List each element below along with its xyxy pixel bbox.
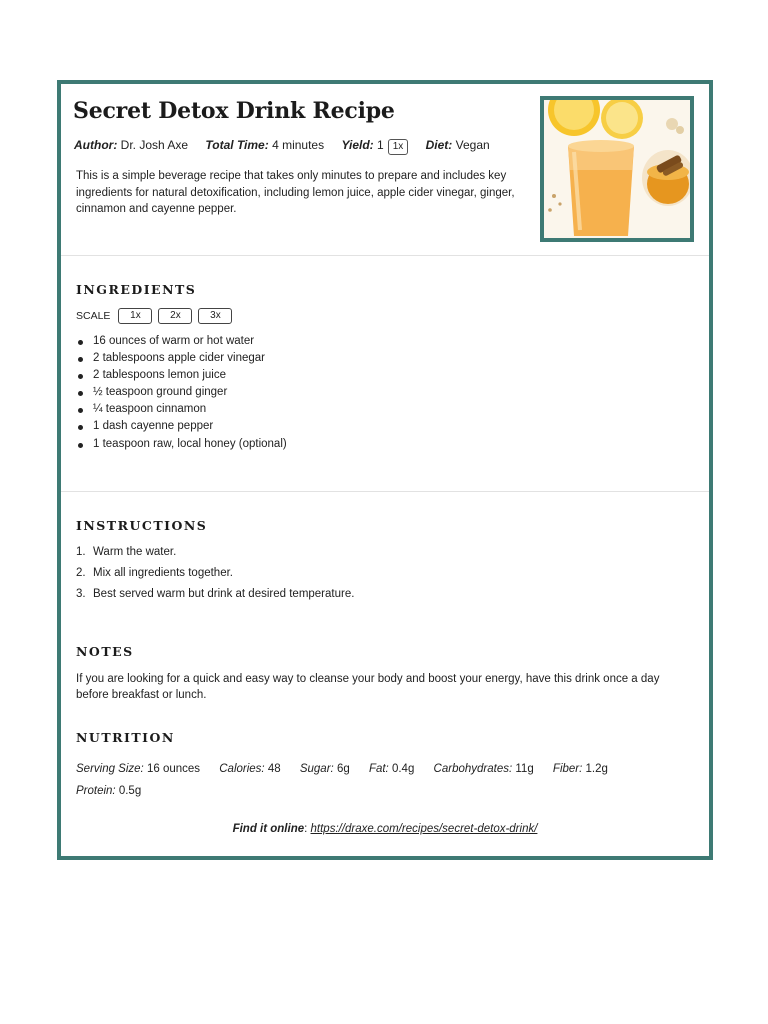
diet-value: Vegan [455, 138, 490, 152]
nutrition-heading: NUTRITION [76, 730, 175, 745]
instructions-list [76, 542, 354, 605]
yield-scale-button[interactable]: 1x [388, 139, 409, 155]
scale-3x-button[interactable]: 3x [198, 308, 232, 324]
nutrition-facts [76, 758, 696, 802]
nutrition-value: 1.2g [585, 763, 608, 775]
nutrition-label: Fat: [368, 763, 389, 775]
recipe-description: This is a simple beverage recipe that takes only minutes to prepare and includes key ingredients for natural detoxification, including lemon juice, apple cider vinegar, ginger, cinnamon and cayenne pepper. [76, 170, 515, 215]
instruction-step [76, 542, 354, 563]
recipe-url-link[interactable]: https://draxe.com/recipes/secret-detox-drink/ [310, 823, 538, 835]
step-number: 2. [76, 567, 86, 579]
author-value: Dr. Josh Axe [120, 138, 189, 152]
meta-diet [426, 138, 490, 152]
find-it-online: Find it online: https://draxe.com/recipes/secret-detox-drink/ [232, 823, 538, 835]
nutrition-label: Carbohydrates: [433, 763, 513, 775]
section-divider [61, 255, 709, 256]
instruction-step [76, 584, 354, 605]
nutrition-protein [76, 780, 141, 802]
ingredients-list [76, 333, 287, 453]
scale-1x-button[interactable]: 1x [118, 308, 152, 324]
step-text: Best served warm but drink at desired temperature. [93, 588, 355, 600]
step-number: 1. [76, 546, 86, 558]
nutrition-value: 0.5g [118, 785, 142, 797]
yield-value: 1 [377, 138, 384, 152]
ingredient-item: 2 tablespoons lemon juice [76, 367, 287, 384]
nutrition-value: 16 ounces [146, 763, 201, 775]
nutrition-serving-size [76, 758, 200, 780]
notes-heading: NOTES [76, 644, 134, 659]
nutrition-value: 11g [515, 763, 534, 775]
section-divider [61, 491, 709, 492]
ingredient-item: 1 dash cayenne pepper [76, 418, 287, 435]
meta-total-time [205, 138, 324, 152]
scale-selector [76, 308, 238, 324]
recipe-title: Secret Detox Drink Recipe [73, 98, 395, 124]
nutrition-fat [369, 758, 414, 780]
instruction-step [76, 563, 354, 584]
notes-text: If you are looking for a quick and easy way to cleanse your body and boost your energy, have this drink once a day before breakfast or lunch. [76, 673, 660, 701]
meta-author [74, 138, 188, 152]
nutrition-label: Calories: [219, 763, 265, 775]
nutrition-calories [219, 758, 280, 780]
nutrition-carbohydrates [434, 758, 534, 780]
nutrition-fiber [553, 758, 608, 780]
ingredient-item: ½ teaspoon ground ginger [76, 384, 287, 401]
meta-yield [341, 138, 408, 152]
total-time-label: Total Time: [205, 138, 269, 152]
nutrition-sugar [300, 758, 350, 780]
ingredient-item: 2 tablespoons apple cider vinegar [76, 350, 287, 367]
total-time-value: 4 minutes [272, 138, 325, 152]
nutrition-label: Serving Size: [76, 763, 144, 775]
ingredients-heading: INGREDIENTS [76, 282, 197, 297]
yield-label: Yield: [341, 138, 374, 152]
ingredient-item: ¼ teaspoon cinnamon [76, 401, 287, 418]
step-text: Mix all ingredients together. [93, 567, 233, 579]
nutrition-label: Sugar: [299, 763, 334, 775]
author-label: Author: [74, 138, 118, 152]
find-online-label: Find it online [232, 823, 305, 835]
diet-label: Diet: [425, 138, 453, 152]
recipe-meta [74, 138, 490, 155]
detox-drink-image [544, 100, 690, 238]
ingredient-item: 16 ounces of warm or hot water [76, 333, 287, 350]
nutrition-label: Fiber: [552, 763, 583, 775]
scale-label: SCALE [76, 310, 111, 322]
nutrition-value: 6g [336, 763, 350, 775]
step-number: 3. [76, 588, 86, 600]
step-text: Warm the water. [93, 546, 177, 558]
nutrition-value: 0.4g [391, 763, 415, 775]
nutrition-value: 48 [267, 763, 281, 775]
instructions-heading: INSTRUCTIONS [76, 518, 208, 533]
ingredient-item: 1 teaspoon raw, local honey (optional) [76, 436, 287, 453]
nutrition-label: Protein: [76, 785, 116, 797]
recipe-card [57, 80, 713, 860]
scale-2x-button[interactable]: 2x [158, 308, 192, 324]
recipe-photo [540, 96, 694, 242]
